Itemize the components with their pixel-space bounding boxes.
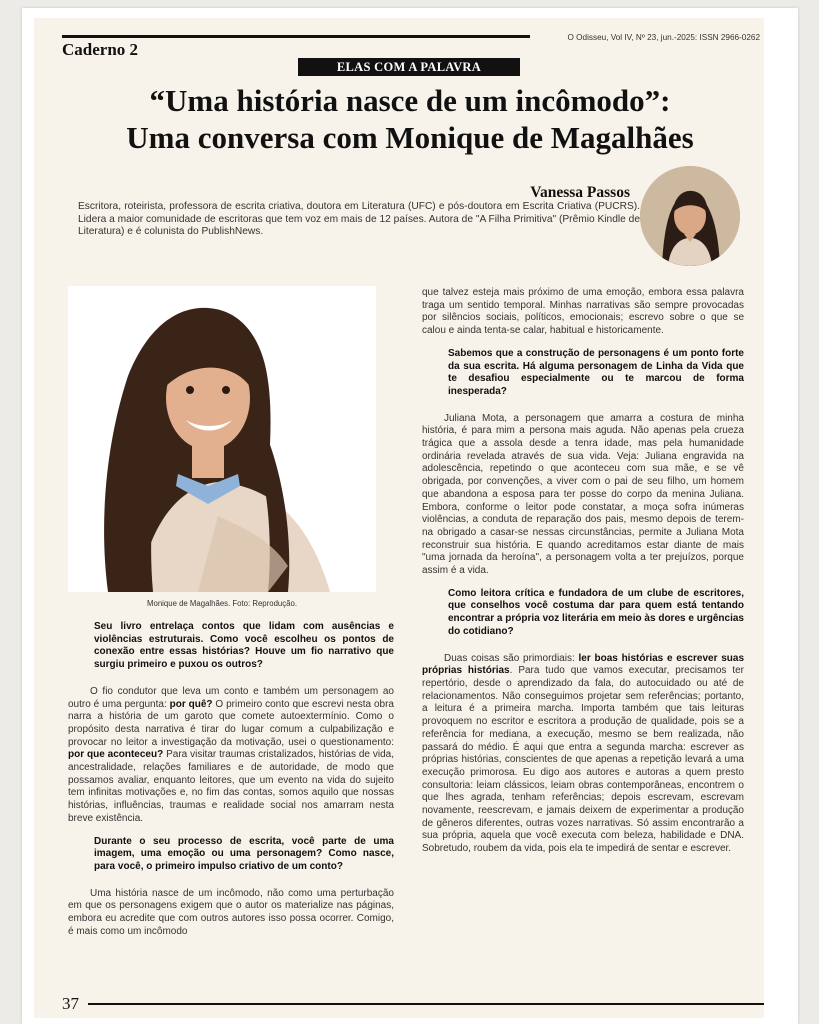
answer-3 [422, 413, 744, 578]
answer-3-text: , a personagem que amarra a costura de minha história, é para mim a persona mais aguda. Não apenas pela crueza trágica que a assola desde a tenra idade, mas pela humanidade ordinária revelada através de sua vida. Veja: Juliana engravida na adolescência, repetindo o que aconteceu com sua mãe, e se vê obrigada, por convenções, a viver com o pai de seu filho, um homem que abandona a esposa para ter posse do corpo da menina Juliana. Embora, conforme o leitor pode constatar, a moça sofra inúmeras violências, a conduta de reparação dos pais, mesmo depois de terem-na obrigado a casar-se nessas circunstâncias, permite a Juliana Mota reconstruir sua história. E quando acreditamos estar diante de mais "uma jornada da heroína", a personagem volta a ter prejuízos, porque assim é a vida. [422, 412, 744, 577]
photo-caption: Monique de Magalhães. Foto: Reprodução. [147, 599, 297, 608]
left-column [68, 621, 394, 948]
interviewee-photo [68, 286, 376, 592]
author-bio: Escritora, roteirista, professora de escrita criativa, doutora em Literatura (UFC) e pós-doutora em Escrita Criativa (PUCRS). Lidera a maior comunidade de escritoras que tem voz em mais de 12 países. Autora de "A Filha Primitiva" (Prêmio Kindle de Literatura) e é colunista do PublishNews. [78, 201, 640, 238]
section-label: Caderno 2 [62, 40, 139, 59]
header-rule [62, 35, 530, 38]
answer-2-continued: que talvez esteja mais próximo de uma emoção, embora essa palavra traga um sentido temporal. Minhas narrativas são sempre provocadas por silêncios sociais, políticos, emocionais; escrevo sobre o que se calou e ainda tenta-se calar, habitual e historicamente. [422, 287, 744, 337]
answer-1 [68, 686, 394, 826]
answer-4-emphasis: ler boas histórias e escrever suas próprias histórias [422, 652, 745, 677]
answer-1-text-a: O fio condutor que leva um conto e também um personagem ao outro é uma pergunta: [68, 685, 394, 710]
interviewee-portrait-illustration [68, 286, 376, 592]
answer-4-text-b: . Para tudo que vamos executar, precisamos ter repertório, desde o aprendizado da fala, do autocuidado ou até de relacionamentos. Não conseguimos projetar sem referências; portanto, a leitura é a primeira marcha. Importa também que tais leituras provoquem no escritor e escritora a produção de qualidade, pois se a referência for mediana, a execução, mesmo se bem realizada, não passará do médio. É aqui que entra a segunda marcha: escrever as próprias histórias, conscientes de que apenas a repetição levará a uma execução primorosa. Eu digo aos autores e autoras a quem presto consultoria: leiam clássicos, leiam obras contemporâneas, encontrem o que lhes agrada, tenham referências; depois escrevam, escrevam novamente, reescrevam, e jamais deixem de experimentar a produção de gêneros diferentes, outras vozes narrativas. Só assim encontrarão a sua própria, aquela que você executa com beleza, habilidade e DNA. Sobretudo, roubem da vida, pois ela te impedirá de sentar e escrever. [422, 665, 744, 855]
issue-info: O Odisseu, Vol IV, Nº 23, jun.-2025: ISSN 2966-0262 [567, 33, 760, 42]
title-line-2: Uma conversa com Monique de Magalhães [126, 120, 694, 155]
author-name: Vanessa Passos [530, 184, 630, 201]
question-1: Seu livro entrelaça contos que lidam com ausências e violências estruturais. Como você escolheu os pontos de conexão entre essas histórias? Houve um fio narrativo que surgiu primeiro e puxou os outros? [94, 621, 394, 671]
right-column [422, 287, 744, 866]
answer-2: Uma história nasce de um incômodo, não como uma perturbação em que os personagens exigem que o autor os materialize nas páginas, embora eu acredite que com outros autores isso possa ocorrer. Comigo, é mais como um incômodo [68, 887, 394, 937]
column-tag: ELAS COM A PALAVRA [298, 58, 520, 76]
answer-4-text-a: Duas coisas são primordiais: [444, 652, 579, 664]
question-2: Durante o seu processo de escrita, você parte de uma imagem, uma emoção ou uma personagem? Como nasce, para você, o primeiro impulso criativo de um conto? [94, 835, 394, 872]
page-number: 37 [62, 994, 79, 1013]
author-portrait-illustration [640, 166, 740, 266]
title-line-1: “Uma história nasce de um incômodo”: [149, 83, 671, 118]
author-photo [640, 166, 740, 266]
article-title [60, 82, 760, 156]
question-4: Como leitora crítica e fundadora de um clube de escritores, que conselhos você costuma dar para quem está tentando encontrar a própria voz literária em meio às dores e urgências do cotidiano? [448, 587, 744, 637]
answer-1-text-b: O primeiro conto que escrevi nesta obra narra a história de um garoto que comete autoextermínio. Como o propósito desta narrativa é tirar do lugar comum a culpabilização e provocar no leitor a investigação da motivação, usei o questionamento: [68, 698, 394, 748]
answer-1-emphasis-a: por quê? [169, 698, 213, 710]
answer-1-emphasis-b: por que aconteceu? [68, 749, 164, 761]
answer-3-name: Juliana Mota [444, 412, 505, 424]
answer-4 [422, 653, 744, 856]
question-3: Sabemos que a construção de personagens é um ponto forte da sua escrita. Há alguma personagem de Linha da Vida que te desafiou especialmente ou te marcou de forma inesperada? [448, 347, 744, 397]
answer-1-text-c: Para visitar traumas cristalizados, histórias de vida, ancestralidade, relações familiares e de autoridade, de modo que possamos avaliar, enquanto leitores, que um evento na vida do sujeito tem infinitas motivações e, no fim das contas, somos aquilo que nossas histórias, influências, traumas e realidade social nos amarram nesta breve existência. [68, 749, 394, 824]
footer-rule [88, 1003, 764, 1005]
